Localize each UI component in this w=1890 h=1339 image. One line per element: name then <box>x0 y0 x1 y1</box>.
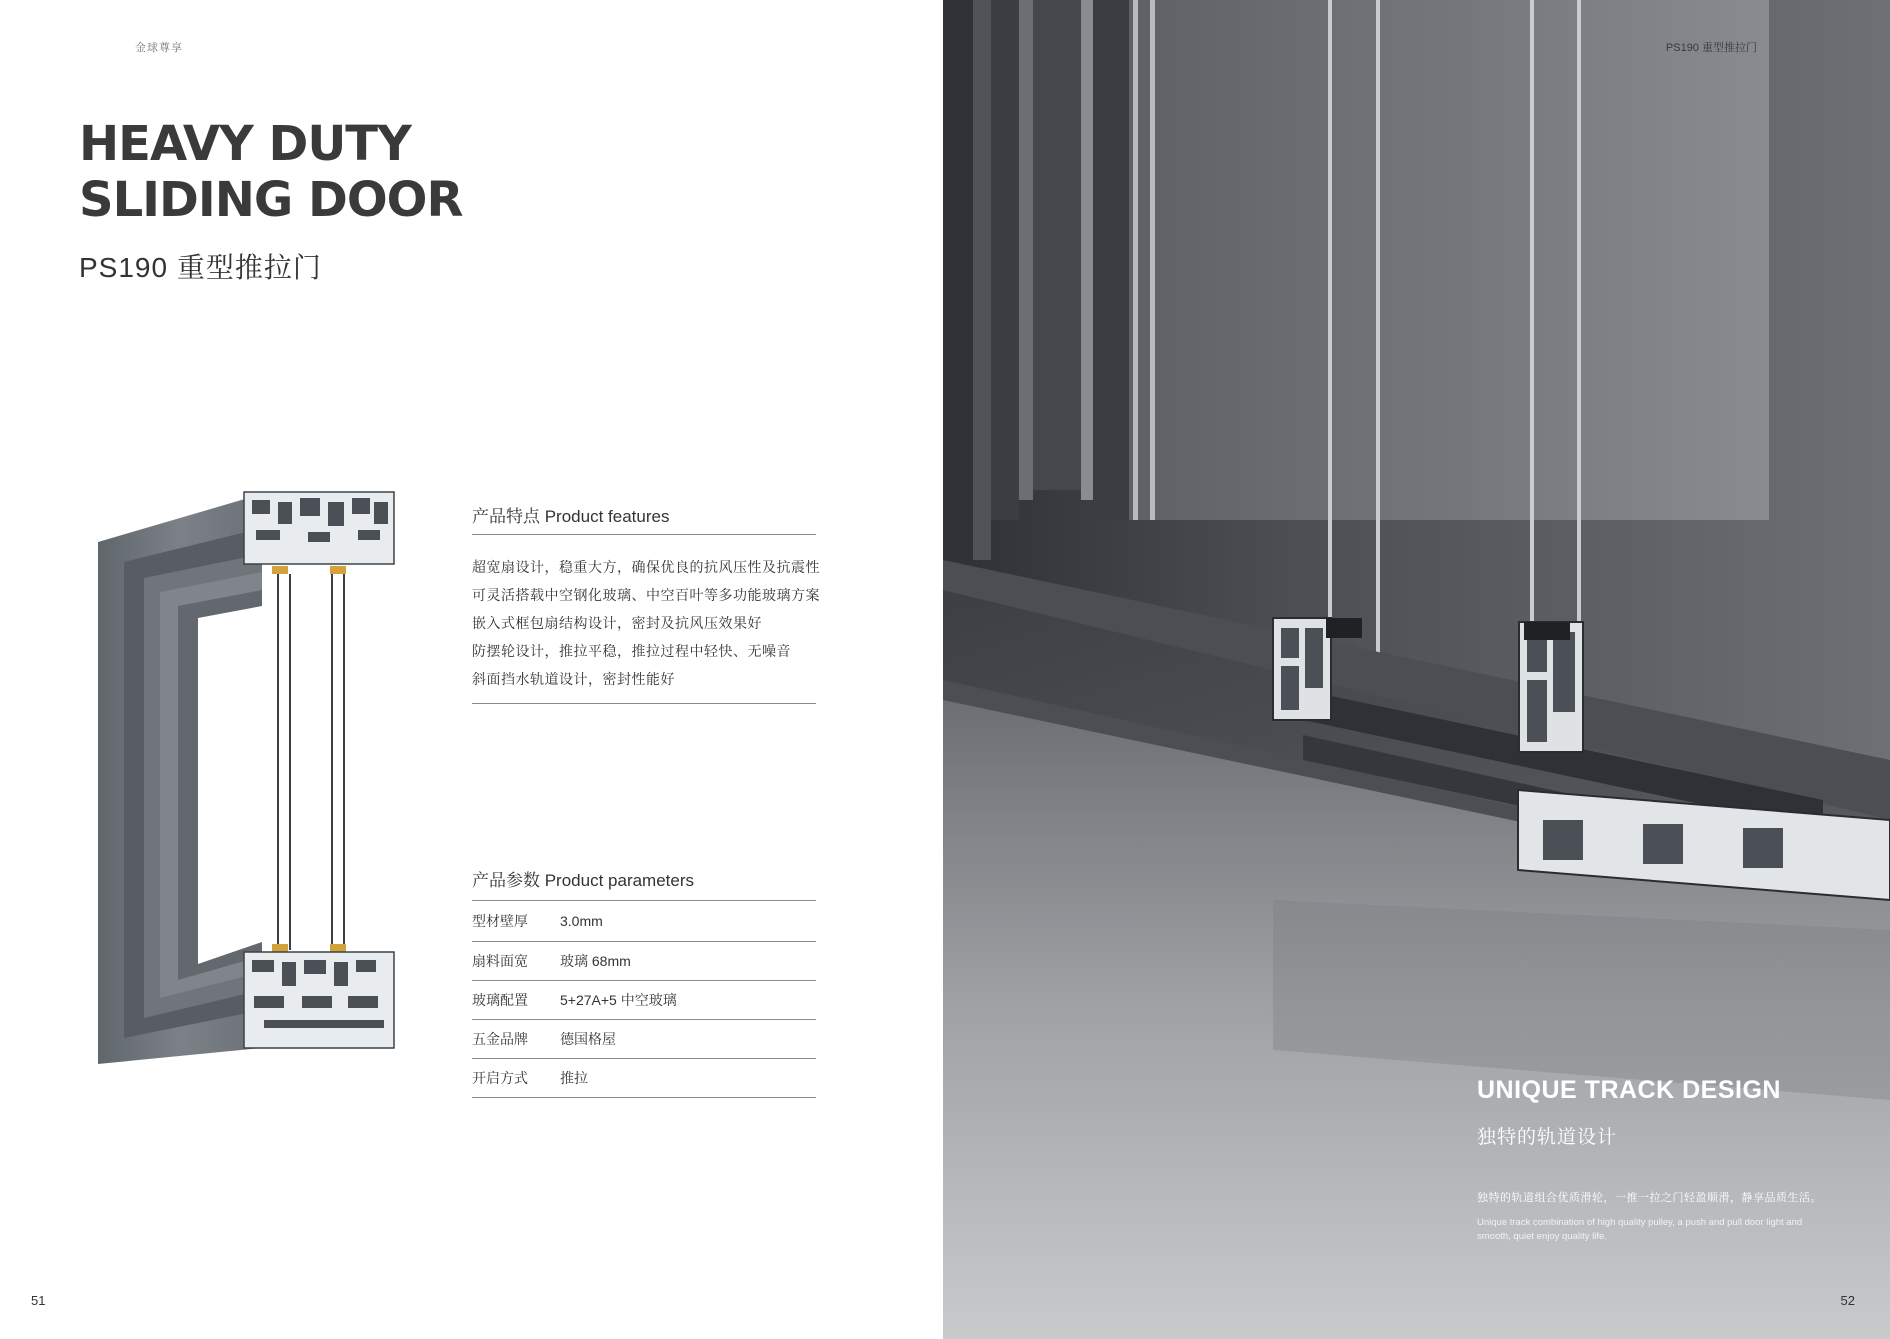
parameters-table <box>472 902 816 1098</box>
parameters-top-rule <box>472 900 816 901</box>
track-design-subtitle: 独特的轨道设计 <box>1477 1127 1618 1148</box>
track-description-en: Unique track combination of high quality pulley, a push and pull door light and smooth, quiet enjoy quality life. <box>1477 1217 1803 1242</box>
features-top-rule <box>472 534 816 535</box>
table-row <box>472 902 816 941</box>
track-design-title: UNIQUE TRACK DESIGN <box>1477 1076 1781 1104</box>
page-number-right: 52 <box>1840 1293 1855 1308</box>
feature-item: 防摆轮设计，推拉平稳，推拉过程中轻快、无噪音 <box>472 643 791 659</box>
left-page <box>0 0 943 1339</box>
feature-item: 可灵活搭载中空钢化玻璃、中空百叶等多功能玻璃方案 <box>472 587 820 603</box>
track-closeup-photo <box>943 0 1890 1339</box>
features-bottom-rule <box>472 703 816 704</box>
param-label: 型材壁厚 <box>472 913 528 930</box>
table-row <box>472 980 816 1019</box>
track-description-cn: 独特的轨道组合优质滑轮，一推一拉之门轻盈顺滑，静享品质生活。 <box>1477 1192 1822 1204</box>
table-row <box>472 1058 816 1097</box>
table-row <box>472 941 816 980</box>
param-value: 德国格屋 <box>560 1030 616 1047</box>
right-header: PS190 重型推拉门 <box>1665 42 1757 54</box>
brand-header: 金球尊享 <box>135 42 183 54</box>
param-value: 5+27A+5 中空玻璃 <box>560 991 677 1008</box>
features-title: 产品特点 Product features <box>472 507 670 526</box>
title-line-2: SLIDING DOOR <box>79 172 463 228</box>
param-value: 3.0mm <box>560 913 603 930</box>
features-list <box>472 553 820 693</box>
param-label: 开启方式 <box>472 1069 528 1086</box>
feature-item: 嵌入式框包扇结构设计，密封及抗风压效果好 <box>472 615 762 631</box>
page-title <box>79 116 462 228</box>
param-label: 五金品牌 <box>472 1030 528 1047</box>
feature-item: 超宽扇设计，稳重大方，确保优良的抗风压性及抗震性 <box>472 559 820 575</box>
param-label: 扇料面宽 <box>472 952 528 969</box>
title-line-1: HEAVY DUTY <box>79 116 411 172</box>
param-value: 推拉 <box>560 1069 588 1086</box>
door-frame-section-image <box>96 490 401 1070</box>
param-value: 玻璃 68mm <box>560 952 631 969</box>
right-page <box>943 0 1890 1339</box>
param-label: 玻璃配置 <box>472 991 528 1008</box>
table-row <box>472 1019 816 1058</box>
page-subtitle: PS190 重型推拉门 <box>79 252 322 283</box>
feature-item: 斜面挡水轨道设计，密封性能好 <box>472 671 675 687</box>
page-number-left: 51 <box>31 1293 46 1308</box>
parameters-title: 产品参数 Product parameters <box>472 871 695 890</box>
